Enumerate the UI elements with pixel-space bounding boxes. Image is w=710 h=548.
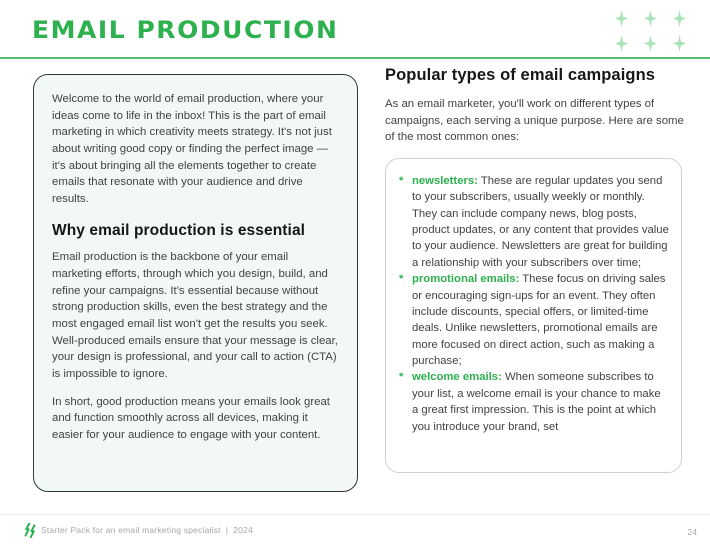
sparkle-icon: [673, 10, 686, 27]
asterisk-bullet-icon: *: [399, 371, 404, 384]
sparkle-decoration-group: [607, 6, 694, 56]
list-item-promotional-emails: [399, 271, 670, 369]
campaign-types-column: [385, 66, 687, 473]
footer-divider: [0, 514, 710, 515]
list-item-welcome-emails: [399, 369, 670, 435]
footer-separator: |: [225, 525, 229, 535]
bullet-label: welcome emails:: [412, 371, 502, 384]
sparkle-icon: [615, 35, 628, 52]
bullet-text: [412, 173, 670, 271]
why-essential-paragraph-2: In short, good production means your emails look great and function smoothly across all devices, making it easier for your audience to engage with your content.: [52, 395, 330, 441]
intro-paragraph: Welcome to the world of email production, where your ideas come to life in the inbox! This is the part of email marketing in which creativity meets strategy. It's not just about writing good copy or finding the perfect image — it's about bringing all the elements together to create emails that resonate with your audience and drive results.: [52, 93, 332, 205]
page-title: EMAIL PRODUCTION: [32, 16, 339, 44]
bullet-body: These focus on driving sales or encouraging sign-ups for an event. They often include discounts, special offers, or limited-time deals. Unlike newsletters, promotional emails are more focused on direct action, such as making a purchase;: [412, 273, 666, 368]
bullet-text: [412, 369, 670, 435]
footer-text: Starter Pack for an email marketing specialist: [41, 525, 221, 535]
asterisk-bullet-icon: *: [399, 174, 404, 187]
bullet-label: newsletters:: [412, 174, 478, 187]
bullet-body: These are regular updates you send to your subscribers, usually weekly or monthly. They can include company news, blog posts, product updates, or any content that provides value to your audience. Newsletters are great for building a relationship with your subscribers over time;: [412, 174, 669, 269]
list-item-newsletters: [399, 173, 670, 271]
brand-logo-icon: [24, 523, 36, 538]
sparkle-icon: [644, 35, 657, 52]
sparkle-icon: [615, 10, 628, 27]
section-heading-campaign-types: Popular types of email campaigns: [385, 66, 656, 84]
bullet-text: [412, 271, 670, 369]
campaign-types-list-panel: [385, 158, 682, 473]
footer: [24, 522, 253, 538]
intro-panel: [33, 74, 358, 492]
asterisk-bullet-icon: *: [399, 273, 404, 286]
page-number: 24: [687, 527, 697, 537]
why-essential-paragraph-1: Email production is the backbone of your email marketing efforts, through which you design, build, and refine your campaigns. It's essential because without strong production skills, even the best strategy and the most engaged email list won't get the results you seek. Well-produced emails ensure that your message is clear, your design is professional, and your call to action (CTA) is impossible to ignore.: [52, 251, 338, 380]
section-heading-why-essential: Why email production is essential: [52, 222, 306, 240]
campaign-types-intro: As an email marketer, you'll work on different types of campaigns, each serving a unique purpose. Here are some of the most common ones:: [385, 98, 684, 144]
bullet-body: When someone subscribes to your list, a welcome email is your chance to make a great first impression. This is the point at which you introduce your brand, set: [412, 371, 661, 433]
bullet-label: promotional emails:: [412, 273, 520, 286]
sparkle-icon: [644, 10, 657, 27]
sparkle-icon: [673, 35, 686, 52]
header-divider: [0, 57, 710, 59]
footer-year: 2024: [233, 525, 253, 535]
